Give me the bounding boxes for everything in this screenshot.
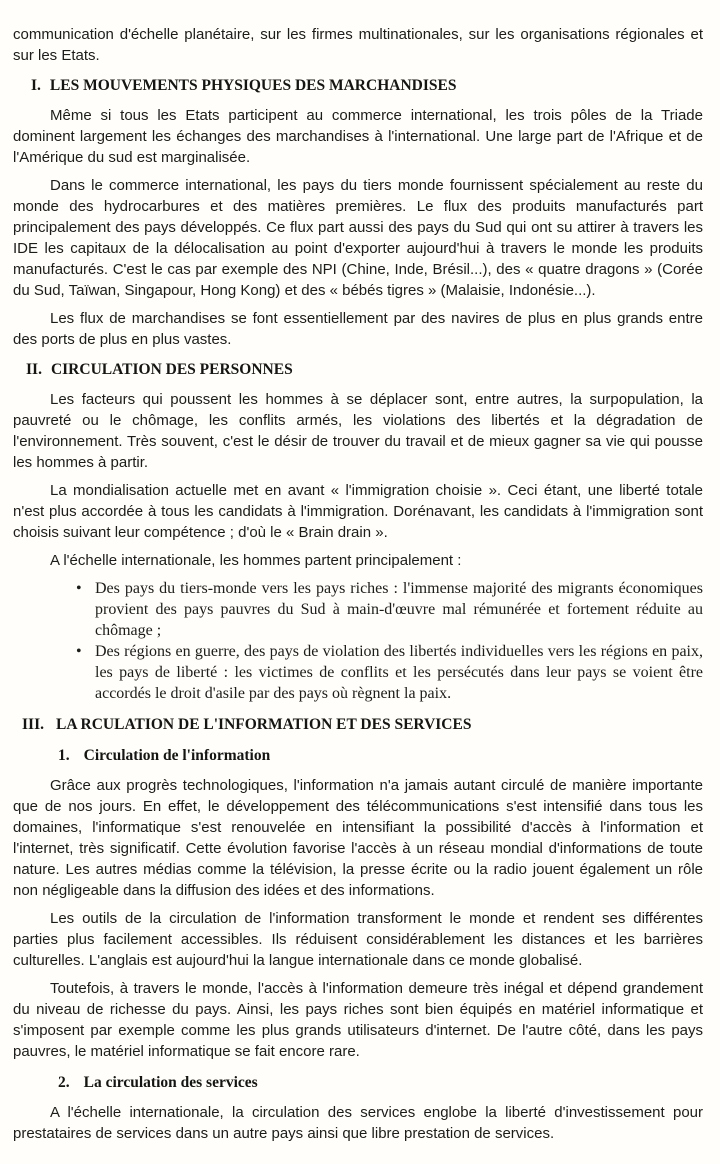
bullet-text: Des régions en guerre, des pays de violation des libertés individuelles vers les régions en paix, les pays de liberté : les victimes de conflits et les persécutés dans leur pays se voient être accordés le droit d'asile par des pays où règnent la paix. [95, 643, 703, 702]
paragraph: Grâce aux progrès technologiques, l'information n'a jamais autant circulé de manière importante que de nos jours. En effet, le développement des télécommunications s'est intensifié dans tous les domaines, l'informatique s'est renouvelée en intensifiant la possibilité d'accès à l'information et l'internet, très significatif. Cette évolution favorise l'accès à un réseau mondial d'informations de toute nature. Les autres médias comme la télévision, la presse écrite ou la radio jouent également un rôle non négligeable dans la diffusion des idées et des informations. [13, 777, 703, 899]
paragraph-continuation: communication d'échelle planétaire, sur les firmes multinationales, sur les organisations régionales et sur les Etats. [13, 26, 703, 64]
paragraph: Les flux de marchandises se font essentiellement par des navires de plus en plus grands entre des ports de plus en plus vastes. [13, 310, 703, 348]
list-item [76, 578, 703, 641]
section-1-title: LES MOUVEMENTS PHYSIQUES DES MARCHANDISES [49, 77, 457, 94]
section-2-title: CIRCULATION DES PERSONNES [50, 361, 293, 378]
list-item [76, 641, 703, 704]
paragraph: Dans le commerce international, les pays du tiers monde fournissent spécialement au reste du monde des hydrocarbures et des matières premières. Le flux des produits manufacturés part principalement des pays développés. Ce flux part aussi des pays du Sud qui ont su attirer à travers les IDE les capitaux de la délocalisation au point d'exporter aujourd'hui à travers le monde les produits manufacturés. C'est le cas par exemple des NPI (Chine, Inde, Brésil...), des « quatre dragons » (Corée du Sud, Taïwan, Singapour, Hong Kong) et des « bébés tigres » (Malaisie, Indonésie...). [13, 177, 703, 299]
subsection-2-title: La circulation des services [83, 1074, 258, 1091]
section-2-heading [13, 359, 703, 380]
subsection-1-number: 1. [58, 747, 70, 764]
subsection-2-heading [13, 1072, 703, 1093]
section-3-title: LA RCULATION DE L'INFORMATION ET DES SERVICES [55, 716, 472, 733]
bullet-icon: • [76, 643, 82, 660]
paragraph: Les facteurs qui poussent les hommes à se déplacer sont, entre autres, la surpopulation, la pauvreté ou le chômage, les conflits armés, les violations des libertés et la dégradation de l'environnement. Très souvent, c'est le désir de trouver du travail et de mieux gagner sa vie qui pousse les hommes à partir. [13, 391, 703, 471]
section-3-heading [13, 714, 703, 735]
section-3-number: III. [22, 716, 44, 733]
subsection-1-title: Circulation de l'information [83, 747, 271, 764]
migration-bullet-list [13, 578, 703, 704]
paragraph: Toutefois, à travers le monde, l'accès à l'information demeure très inégal et dépend grandement du niveau de richesse du pays. Ainsi, les pays riches sont bien équipés en matériel informatique et s'imposent par exemple comme les plus grands utilisateurs d'internet. De l'autre côté, dans les pays pauvres, le matériel informatique se fait encore rare. [13, 980, 703, 1060]
section-2-number: II. [26, 361, 42, 378]
section-1-number: I. [31, 77, 41, 94]
paragraph: Même si tous les Etats participent au commerce international, les trois pôles de la Triade dominent largement les échanges des marchandises à l'international. Une large part de l'Afrique et de l'Amérique du sud est marginalisée. [13, 107, 703, 166]
subsection-2-number: 2. [58, 1074, 70, 1091]
bullet-icon: • [76, 580, 82, 597]
paragraph: A l'échelle internationale, les hommes partent principalement : [50, 552, 462, 569]
bullet-text: Des pays du tiers-monde vers les pays riches : l'immense majorité des migrants économiques provient des pays pauvres du Sud à main-d'œuvre mal rémunérée et fortement réduite au chômage ; [95, 580, 703, 639]
paragraph: Les outils de la circulation de l'information transforment le monde et rendent ses différentes parties plus facilement accessibles. Ils réduisent considérablement les distances et les barrières culturelles. L'anglais est aujourd'hui la langue internationale dans ce monde globalisé. [13, 910, 703, 969]
subsection-1-heading [13, 745, 703, 766]
paragraph: La mondialisation actuelle met en avant « l'immigration choisie ». Ceci étant, une liberté totale n'est plus accordée à tous les candidats à l'immigration. Dorénavant, les candidats à l'immigration sont choisis suivant leur compétence ; d'où le « Brain drain ». [13, 482, 703, 541]
section-1-heading [13, 75, 703, 96]
paragraph: A l'échelle internationale, la circulation des services englobe la liberté d'investissement pour prestataires de services dans un autre pays ainsi que libre prestation de services. [13, 1104, 703, 1142]
